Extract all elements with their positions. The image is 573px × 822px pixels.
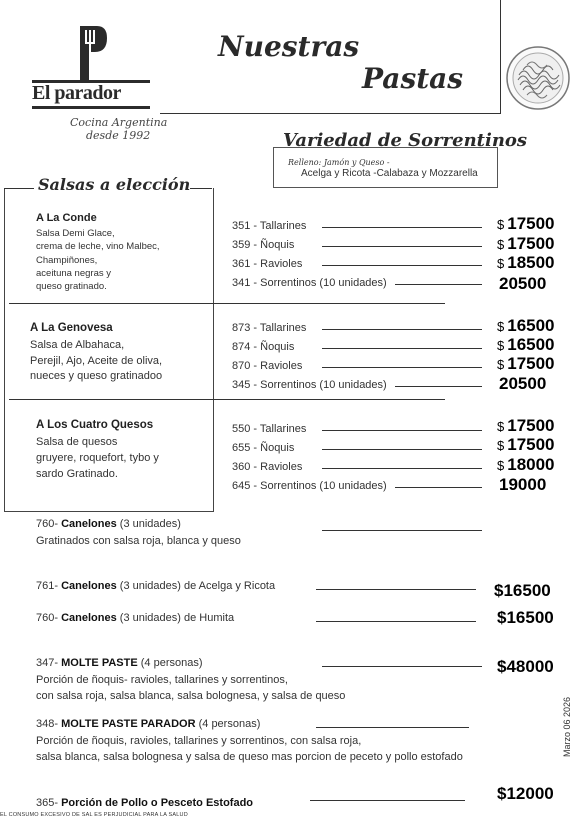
menu-price: $ 17500: [497, 416, 555, 435]
menu-price: 19000: [499, 475, 547, 494]
logo: [30, 26, 152, 116]
sorrentinos-fillings: Acelga y Ricota -Calabaza y Mozzarella: [301, 168, 478, 179]
dish-canelones-humita: 760- Canelones (3 unidades) de Humita: [36, 612, 235, 624]
menu-price: $ 16500: [497, 316, 555, 335]
logo-name: El parador: [32, 82, 121, 104]
dish-description: Porción de ñoquis- ravioles, tallarines y sorrentinos, con salsa roja, salsa blanca, salsa bolognesa, y salsa de queso: [36, 674, 346, 702]
dish-description: Gratinados con salsa roja, blanca y queso: [36, 535, 241, 547]
dish-canelones-761: 761- Canelones (3 unidades) de Acelga y Ricota: [36, 580, 276, 592]
sorrentinos-title: Variedad de Sorrentinos: [283, 130, 528, 151]
menu-price: $ 17500: [497, 354, 555, 373]
menu-item: 351 - Tallarines: [232, 220, 307, 232]
menu-price: $ 17500: [497, 214, 555, 233]
sauce-description: Salsa de Albahaca, Perejil, Ajo, Aceite de oliva, nueces y queso gratinadoo: [30, 339, 163, 382]
dish-molte-paste-parador: 348- MOLTE PASTE PARADOR (4 personas): [36, 718, 261, 730]
sauces-heading: Salsas a elección: [38, 175, 191, 194]
logo-since: desde 1992: [86, 129, 151, 142]
dish-molte-paste: 347- MOLTE PASTE (4 personas): [36, 657, 203, 669]
menu-item: 874 - Ñoquis: [232, 341, 295, 353]
sauce-name: A Los Cuatro Quesos: [36, 419, 154, 431]
menu-price: $12000: [497, 784, 554, 803]
dish-description: Porción de ñoquis, ravioles, tallarines y sorrentinos, con salsa roja, salsa blanca, salsa bolognesa y salsa de queso mas porcion de peceto y pollo estofado: [36, 735, 463, 763]
sauce-description: Salsa de quesos gruyere, roquefort, tybo y sardo Gratinado.: [36, 436, 159, 480]
menu-item: 360 - Ravioles: [232, 461, 303, 473]
page-title-line-2: Pastas: [362, 62, 464, 95]
menu-price: $48000: [497, 657, 554, 676]
menu-item: 359 - Ñoquis: [232, 239, 295, 251]
footer-notice: EL CONSUMO EXCESIVO DE SAL ES PERJUDICIAL PARA LA SALUD: [0, 812, 188, 818]
menu-item: 341 - Sorrentinos (10 unidades): [232, 277, 387, 289]
logo-tagline: Cocina Argentina: [70, 116, 168, 129]
menu-item: 345 - Sorrentinos (10 unidades): [232, 379, 387, 391]
sauce-description: Salsa Demi Glace, crema de leche, vino Malbec, Champiñones, aceituna negras y queso gratinado.: [36, 228, 160, 293]
menu-price: $ 18500: [497, 253, 555, 272]
menu-item: 873 - Tallarines: [232, 322, 307, 334]
sorrentinos-subtitle: Relleno: Jamón y Queso -: [288, 158, 390, 167]
fork-p-logo-icon: [77, 26, 107, 82]
menu-price: 20500: [499, 274, 547, 293]
menu-item: 870 - Ravioles: [232, 360, 303, 372]
sauce-name: A La Genovesa: [30, 322, 113, 334]
menu-price: $16500: [494, 581, 551, 600]
menu-item: 655 - Ñoquis: [232, 442, 295, 454]
dish-pollo-estofado: 365- Porción de Pollo o Pesceto Estofado: [36, 797, 254, 809]
menu-price: $ 17500: [497, 234, 555, 253]
menu-price: $ 18000: [497, 455, 555, 474]
menu-item: 645 - Sorrentinos (10 unidades): [232, 480, 387, 492]
menu-item: 550 - Tallarines: [232, 423, 307, 435]
dish-canelones-760: 760- Canelones (3 unidades): [36, 518, 181, 530]
menu-price: $ 16500: [497, 335, 555, 354]
pasta-plate-icon: [505, 45, 571, 111]
menu-price: 20500: [499, 374, 547, 393]
date-stamp: Marzo 06 2026: [562, 696, 572, 758]
menu-item: 361 - Ravioles: [232, 258, 303, 270]
page-title-line-1: Nuestras: [218, 30, 360, 63]
menu-price: $ 17500: [497, 435, 555, 454]
sauce-name: A La Conde: [36, 212, 97, 224]
menu-price: $16500: [497, 608, 554, 627]
